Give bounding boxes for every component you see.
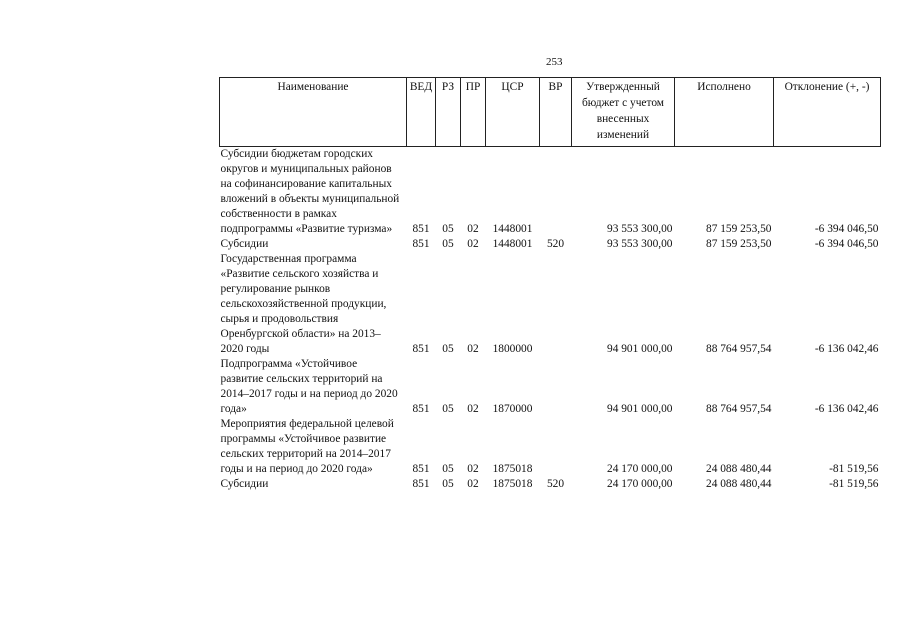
table-row bbox=[220, 357, 881, 417]
row-deviation: -6 136 042,46 bbox=[814, 403, 879, 415]
row-vr bbox=[540, 252, 572, 357]
table-body bbox=[220, 147, 881, 493]
row-rz: 05 bbox=[442, 463, 454, 475]
row-pr: 02 bbox=[467, 238, 479, 250]
header-name: Наименование bbox=[220, 78, 407, 147]
row-rz: 05 bbox=[442, 223, 454, 235]
row-rz: 05 bbox=[442, 478, 454, 490]
row-ved: 851 bbox=[412, 403, 430, 415]
row-vr: 520 bbox=[546, 478, 565, 490]
row-executed: 87 159 253,50 bbox=[706, 223, 772, 235]
row-vr bbox=[540, 357, 572, 417]
row-ved: 851 bbox=[412, 463, 430, 475]
row-pr: 02 bbox=[467, 478, 479, 490]
page-number: 253 bbox=[546, 56, 563, 68]
row-executed: 24 088 480,44 bbox=[706, 478, 772, 490]
row-name: Подпрограмма «Устойчивое развитие сельских территорий на 2014–2017 годы и на период до 2020 года» bbox=[220, 358, 398, 415]
row-budget: 94 901 000,00 bbox=[607, 343, 673, 355]
header-vr: ВР bbox=[540, 78, 572, 147]
row-pr: 02 bbox=[467, 343, 479, 355]
row-name: Субсидии bbox=[220, 238, 269, 250]
row-csr: 1875018 bbox=[492, 463, 533, 475]
table-row bbox=[220, 477, 881, 492]
row-deviation: -6 394 046,50 bbox=[814, 223, 879, 235]
row-deviation: -81 519,56 bbox=[829, 463, 879, 475]
row-budget: 94 901 000,00 bbox=[607, 403, 673, 415]
row-vr bbox=[540, 417, 572, 477]
row-rz: 05 bbox=[442, 343, 454, 355]
row-csr: 1448001 bbox=[492, 238, 533, 250]
row-deviation: -81 519,56 bbox=[829, 478, 879, 490]
header-budget: Утвержденный бюджет с учетом внесенных изменений bbox=[572, 78, 675, 147]
row-csr: 1800000 bbox=[492, 343, 533, 355]
table-header bbox=[220, 78, 881, 147]
table-row bbox=[220, 147, 881, 238]
row-csr: 1870000 bbox=[492, 403, 533, 415]
row-name: Мероприятия федеральной целевой программы «Устойчивое развитие сельских территорий на 2014–2017 годы и на период до 2020 года» bbox=[220, 418, 394, 475]
row-budget: 93 553 300,00 bbox=[607, 223, 673, 235]
table-row bbox=[220, 417, 881, 477]
header-deviation: Отклонение (+, -) bbox=[774, 78, 881, 147]
row-name: Субсидии бюджетам городских округов и муниципальных районов на софинансирование капитальных вложений в объекты муниципальной собственности в рамках подпрограммы «Развитие туризма» bbox=[220, 148, 400, 235]
row-budget: 24 170 000,00 bbox=[607, 478, 673, 490]
row-ved: 851 bbox=[412, 343, 430, 355]
header-csr: ЦСР bbox=[486, 78, 540, 147]
header-pr: ПР bbox=[461, 78, 486, 147]
row-ved: 851 bbox=[412, 478, 430, 490]
table-row bbox=[220, 237, 881, 252]
header-rz: РЗ bbox=[436, 78, 461, 147]
row-budget: 24 170 000,00 bbox=[607, 463, 673, 475]
row-executed: 88 764 957,54 bbox=[706, 403, 772, 415]
row-deviation: -6 136 042,46 bbox=[814, 343, 879, 355]
row-executed: 87 159 253,50 bbox=[706, 238, 772, 250]
row-executed: 24 088 480,44 bbox=[706, 463, 772, 475]
row-vr: 520 bbox=[546, 238, 565, 250]
budget-table bbox=[219, 77, 881, 492]
row-name: Субсидии bbox=[220, 478, 269, 490]
row-pr: 02 bbox=[467, 403, 479, 415]
row-name: Государственная программа «Развитие сельского хозяйства и регулирование рынков сельскохозяйственной продукции, сырья и продовольствия Оренбургской области» на 2013–2020 годы bbox=[220, 253, 387, 355]
row-vr bbox=[540, 147, 572, 238]
row-rz: 05 bbox=[442, 238, 454, 250]
header-executed: Исполнено bbox=[675, 78, 774, 147]
row-executed: 88 764 957,54 bbox=[706, 343, 772, 355]
table-row bbox=[220, 252, 881, 357]
row-pr: 02 bbox=[467, 223, 479, 235]
header-ved: ВЕД bbox=[407, 78, 436, 147]
row-pr: 02 bbox=[467, 463, 479, 475]
row-csr: 1448001 bbox=[492, 223, 533, 235]
row-rz: 05 bbox=[442, 403, 454, 415]
row-ved: 851 bbox=[412, 238, 430, 250]
row-csr: 1875018 bbox=[492, 478, 533, 490]
row-budget: 93 553 300,00 bbox=[607, 238, 673, 250]
row-deviation: -6 394 046,50 bbox=[814, 238, 879, 250]
row-ved: 851 bbox=[412, 223, 430, 235]
header-row bbox=[220, 78, 881, 147]
